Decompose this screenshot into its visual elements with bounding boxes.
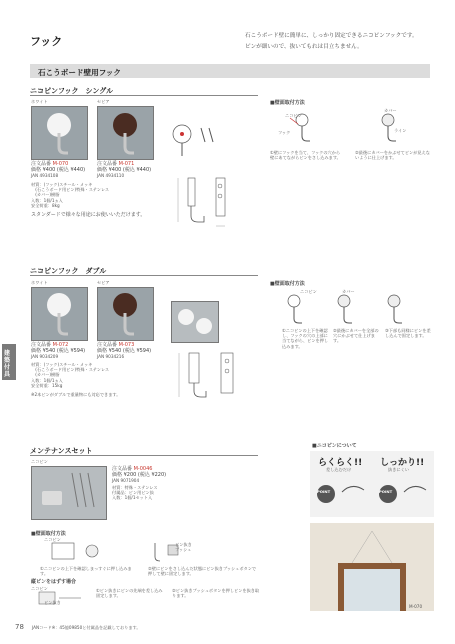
about-illustration [312,474,432,516]
install-step: ①壁にフックを当て、フックの穴から壁にあてながらピンをさし込みます。 [270,150,341,161]
install-heading: ■壁面取付方法 [270,281,305,287]
code-label: 注文品番 [31,161,52,167]
install-diagram-double [272,289,432,329]
remove-step: ②ピン抜きプッシュボタンを押しピンを抜き取ります。 [172,588,260,599]
maintenance-photo [31,466,107,520]
install-step: ②最後にカバーを全部の穴にかぶせて仕上げます。 [333,328,379,344]
install-heading: ■壁面取付方法 [270,100,305,106]
product-code: M-072 [52,342,69,348]
install-label: ニコピン [285,113,302,118]
install-step: ②最後にカバーをかぶせてピンが見えないように仕上げます。 [355,150,430,161]
diagram-label: ピン抜き [44,600,61,605]
product-photo-white-single [31,106,88,160]
footnote: JANコード※：45億09850と付属品を記載しております。 [32,625,141,630]
parts-drawing [168,120,218,160]
spec-line: (石こうボード用ピン)特殊・ステンレス [31,187,110,193]
spec-line: 材質：(フック)スチール・メッキ [31,182,93,187]
product-code: M-073 [118,342,135,348]
intro-line: 石こうボード壁に簡単に、しっかり固定できるニコピンフックです。 [245,33,418,39]
about-left-title: らくらく!! [318,458,363,468]
code-label: 注文品番 [31,342,52,348]
color-label: ホワイト [31,99,48,104]
diagram-label: ピン抜き プッシュ [175,542,192,553]
spec-line: 入数：1個/1セット入 [112,495,153,501]
spec-list [112,485,158,501]
page-number: 78 [15,623,24,631]
spec-line: (石こうボード用ピン)特殊・ステンレス [31,367,110,373]
dimension-drawing [171,345,249,403]
install-label: ライン [394,128,407,133]
intro-text [245,31,418,53]
install-step: ①ニコピンの上下を確認し、フックの穴の上部に当てながら、ピンを押し込みます。 [282,328,329,349]
hook-image [98,107,153,159]
price: 価格 ¥400 (税込 ¥440) [31,167,86,173]
product-photo-sepia-single [97,106,154,160]
double-heading: ニコピンフック ダブル [30,267,107,275]
color-label: ホワイト [31,280,48,285]
product-photo-white-double [31,287,88,341]
hook-image [32,288,87,340]
about-heading: ■ニコピンについて [312,443,357,449]
diagram-label: ニコピン [31,586,48,591]
install-label: カバー [342,289,355,294]
hook-image [32,107,87,159]
divider [30,275,258,276]
install-step: ①ニコピンの上下を確認しまっすぐに押し込みます。 [40,566,132,577]
install-label: カバー [384,108,397,113]
about-right-sub: 抜きにくい [388,467,409,472]
product-code: M-0046 [133,466,153,472]
price: 価格 ¥400 (税込 ¥440) [97,167,152,173]
install-step: ②壁にピンをさし込んだ状態にピン抜きプッシュボタンで押して壁に固定します。 [148,566,257,577]
product-note: スタンダードで様々な用途にお使いいただけます。 [31,212,146,218]
spec-line: 付属品：ピン用ピン抜 [112,490,154,496]
remove-step: ①ピン抜きにピンの先端を差し込み固定します。 [96,588,163,599]
parts-image [172,302,218,342]
remove-heading: 縦ピンをはずす場合 [31,579,77,585]
jan-code: JAN 9034216 [97,354,125,359]
code-label: 注文品番 [97,161,118,167]
hook-dimension-svg [168,172,246,230]
product-photo-sepia-double [97,287,154,341]
install-step: ③下部も同様にピンを差し込んで固定します。 [385,328,431,339]
install-label: フック [278,130,291,135]
section-title: 石こうボード壁用フック [38,68,121,77]
spec-line: (カバー)樹脂 [31,372,60,378]
install-steps-svg [272,289,432,329]
jan-code: JAN 4934108 [31,173,59,178]
spec-line: 安全荷重：15kg [31,382,63,388]
spec-line: (カバー)樹脂 [31,192,60,198]
spec-line: 材質：(フック)スチール・メッキ [31,362,93,367]
about-right-title: しっかり!! [380,458,425,468]
spec-line: 入数：1個/1ヵ入 [31,197,63,203]
spec-list [31,182,109,208]
point-badge: POINT [379,489,393,494]
mirror-photo [310,523,434,611]
divider [30,95,258,96]
install-heading: ■壁面取付方法 [31,531,66,537]
price: 価格 ¥200 (税込 ¥220) [112,472,167,478]
spec-line: 安全荷重：8kg [31,202,60,208]
parts-photo-double [171,301,219,343]
divider [30,455,258,456]
jan-code: JAN 9071904 [112,478,140,483]
hook-dimension-svg [171,345,249,403]
product-note: ※2本ピンがダブルで重量物にも対応できます。 [31,392,121,397]
intro-line: ピンが細いので、抜いてもれは目立ちません。 [245,44,363,50]
room-photo [310,523,434,611]
code-label: 注文品番 [97,342,118,348]
page-title: フック [30,35,63,48]
single-heading: ニコピンフック シングル [30,87,113,95]
product-code: M-071 [118,161,135,167]
hook-image [98,288,153,340]
color-label: セピア [97,99,110,104]
code-label: 注文品番 [112,466,133,472]
price: 価格 ¥540 (税込 ¥594) [31,348,86,354]
diagram-label: ニコピン [44,537,61,542]
pins-image [32,467,106,519]
jan-code: JAN 4934110 [97,173,125,178]
install-label: ニコピン [300,289,317,294]
point-badge: POINT [317,489,331,494]
color-label: セピア [97,280,110,285]
spec-list [31,362,109,388]
dimension-drawing [168,172,246,230]
maintenance-heading: メンテナンスセット [30,447,93,455]
spec-line: 入数：1個/1ヵ入 [31,377,63,383]
maintenance-sub-label: ニコピン [31,459,48,464]
spec-line: 材質：特殊・ステンレス [112,485,158,490]
about-left-sub: 差し込むだけ [326,467,352,472]
point-drawing [312,474,432,516]
price: 価格 ¥540 (税込 ¥594) [97,348,152,354]
jan-code: JAN 9034209 [31,354,59,359]
side-tab-label: 建築付具 [4,350,11,378]
product-code: M-070 [52,161,69,167]
parts-diagram [168,120,218,160]
photo-tag: M-070 [409,604,423,609]
